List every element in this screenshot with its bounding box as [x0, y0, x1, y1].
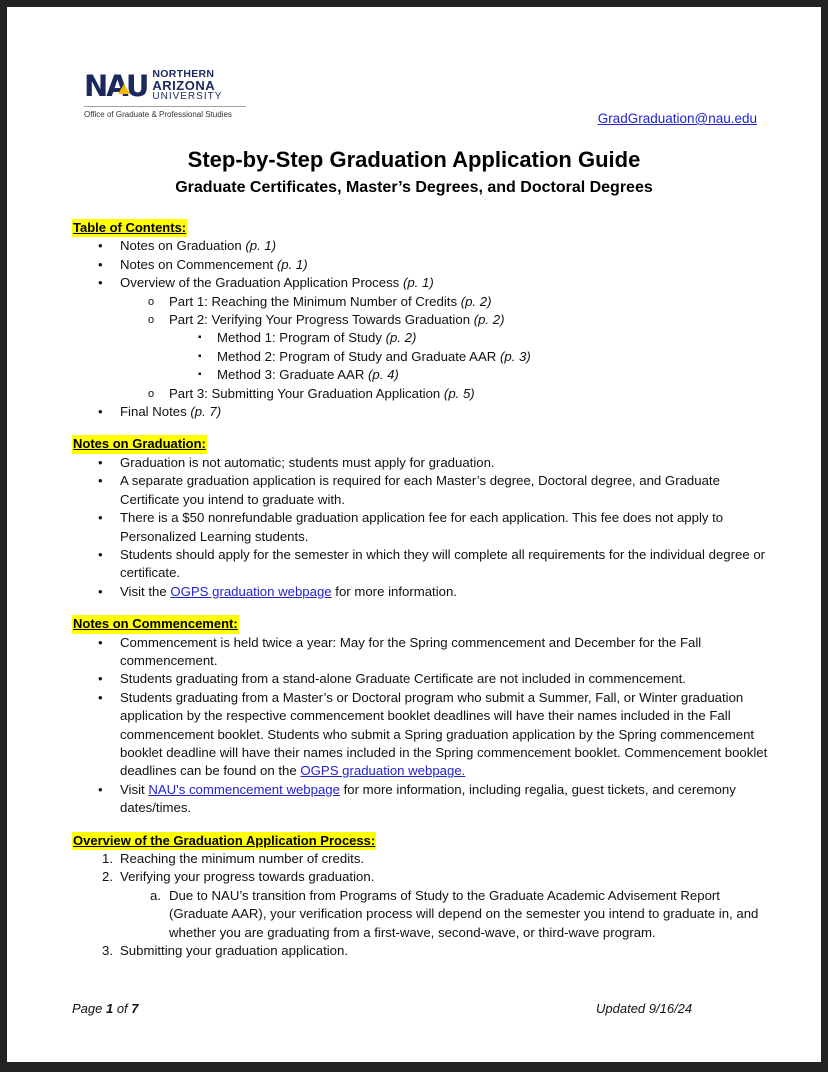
toc-subsubitem: ▪ Method 2: Program of Study and Graduate AAR (p. 3): [198, 348, 531, 364]
toc-subsubitem: ▪ Method 3: Graduate AAR (p. 4): [198, 367, 399, 383]
overview-heading: Overview of the Graduation Application Process:: [72, 832, 376, 850]
list-item: • Students graduating from a stand-alone Graduate Certificate are not included in commencement.: [98, 671, 686, 687]
substep-item: a. Due to NAU’s transition from Programs of Study to the Graduate Academic Advisement Report (Graduate AAR), your verification process will depend on the semester you intend to graduate in, and whether you are graduating from a first-wave, second-wave, or third-wave program.: [150, 887, 759, 940]
office-name: Office of Graduate & Professional Studies: [84, 110, 232, 119]
overview-of-process: [72, 832, 772, 961]
ogps-graduation-webpage-link[interactable]: OGPS graduation webpage: [170, 583, 332, 599]
notes-on-graduation: [72, 435, 772, 601]
step-item: 1. Reaching the minimum number of credits.: [102, 851, 365, 866]
step-item: 3. Submitting your graduation application.: [102, 943, 348, 959]
page-subtitle: Graduate Certificates, Master’s Degrees, and Doctoral Degrees: [175, 179, 653, 196]
toc-item: • Notes on Graduation (p. 1): [98, 238, 277, 254]
toc-subitem: o Part 1: Reaching the Minimum Number of Credits (p. 2): [148, 293, 492, 309]
toc-item: • Notes on Commencement (p. 1): [98, 256, 308, 272]
list-item: • A separate graduation application is required for each Master’s degree, Doctoral degree, and Graduate Certificate you intend to graduate with.: [98, 473, 720, 507]
ogps-graduation-webpage-link-2[interactable]: OGPS graduation webpage.: [300, 763, 466, 779]
toc-item: • Overview of the Graduation Application Process (p. 1): [98, 275, 434, 291]
university-name: NORTHERN ARIZONA UNIVERSITY: [152, 68, 223, 102]
logo-divider: [84, 106, 246, 107]
nau-wordmark: NAU: [84, 68, 148, 103]
list-item: • Students graduating from a Master’s or Doctoral program who submit a Summer, Fall, or Winter graduation application by the respective commencement booklet deadlines will have their names included in the Fall commencement booklet. Students who submit a Spring graduation application by the Spring commencement booklet deadline will have their names included in the Spring commencement booklet. Commencement booklet deadlines can be found on the OGPS graduation webpage.: [98, 689, 768, 779]
nau-logo: [84, 69, 254, 119]
list-item: • Graduation is not automatic; students must apply for graduation.: [98, 454, 495, 470]
toc-subsubitem: ▪ Method 1: Program of Study (p. 2): [198, 330, 417, 346]
list-item: • Commencement is held twice a year: May for the Spring commencement and December for the Fall commencement.: [98, 634, 702, 668]
toc-subitem: o Part 2: Verifying Your Progress Towards Graduation (p. 2): [148, 312, 505, 328]
logo-triangle-icon: [118, 84, 130, 94]
step-item: 2. Verifying your progress towards graduation.: [102, 869, 375, 885]
toc-subitem: o Part 3: Submitting Your Graduation Application (p. 5): [148, 385, 475, 401]
graduation-heading: Notes on Graduation:: [72, 435, 207, 453]
toc-item: • Final Notes (p. 7): [98, 404, 222, 420]
list-item: • Students should apply for the semester in which they will complete all requirements for the individual degree or certificate.: [98, 546, 766, 581]
list-item: • There is a $50 nonrefundable graduation application fee for each application. This fee does not apply to Personalized Learning students.: [98, 510, 724, 544]
document-page: [7, 7, 821, 1062]
list-item: • Visit NAU's commencement webpage for more information, including regalia, guest tickets, and ceremony dates/times.: [98, 781, 736, 816]
list-item: • Visit the OGPS graduation webpage for more information.: [98, 583, 457, 599]
toc-heading: Table of Contents:: [72, 219, 187, 237]
document-body: [72, 219, 772, 974]
table-of-contents: [72, 219, 772, 421]
page-title: Step-by-Step Graduation Application Guide: [187, 147, 641, 172]
contact-email-link[interactable]: GradGraduation@nau.edu: [597, 111, 757, 126]
page-number: Page 1 of 7: [72, 1001, 139, 1016]
notes-on-commencement: [72, 615, 772, 817]
updated-date: Updated 9/16/24: [596, 1001, 693, 1016]
nau-commencement-webpage-link[interactable]: NAU's commencement webpage: [148, 781, 340, 797]
commencement-heading: Notes on Commencement:: [72, 615, 239, 633]
